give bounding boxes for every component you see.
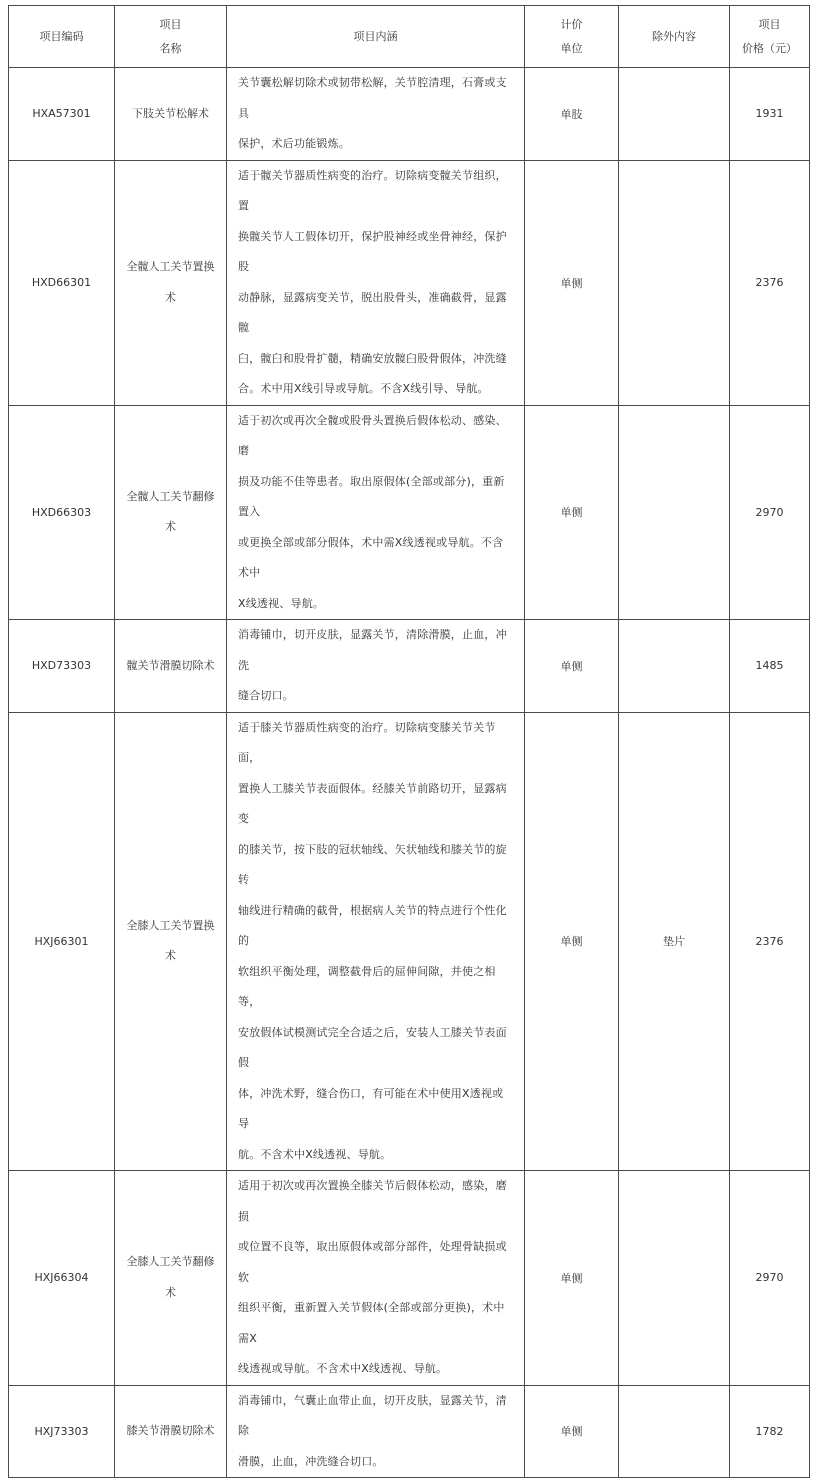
table-row <box>9 68 810 161</box>
item-name-line: 全髋人工关节翻修 <box>126 489 215 503</box>
item-name <box>115 68 227 161</box>
item-content-line: 适于初次或再次全髋或股骨头置换后假体松动、感染、磨 <box>238 413 507 457</box>
item-code: HXD73303 <box>9 620 115 713</box>
item-content-line: 消毒铺巾，切开皮肤，显露关节，清除滑膜，止血，冲洗 <box>238 628 507 672</box>
item-unit: 单侧 <box>525 1385 619 1478</box>
header-name: 项目 名称 <box>115 6 227 68</box>
price-table <box>8 5 810 1478</box>
item-content-line: 适用于初次或再次置换全膝关节后假体松动，感染，磨损 <box>238 1179 507 1223</box>
item-excluded <box>619 620 730 713</box>
table-row <box>9 1171 810 1386</box>
item-content-line: X线透视、导航。 <box>238 596 325 610</box>
item-name <box>115 620 227 713</box>
item-content-line: 滑膜，止血，冲洗缝合切口。 <box>238 1454 384 1468</box>
item-name-line: 术 <box>165 1285 176 1299</box>
item-content-line: 置换人工膝关节表面假体。经膝关节前路切开，显露病变 <box>238 781 507 825</box>
item-excluded <box>619 1171 730 1386</box>
item-content-line: 臼，髋臼和股骨扩髓，精确安放髋臼股骨假体，冲洗缝 <box>238 351 507 365</box>
item-excluded <box>619 68 730 161</box>
table-row <box>9 160 810 405</box>
item-content-line: 航。不含术中X线透视、导航。 <box>238 1147 392 1161</box>
header-excluded: 除外内容 <box>619 6 730 68</box>
item-content <box>227 160 525 405</box>
item-unit: 单侧 <box>525 405 619 620</box>
item-excluded <box>619 160 730 405</box>
header-unit: 计价 单位 <box>525 6 619 68</box>
item-content <box>227 620 525 713</box>
item-excluded <box>619 405 730 620</box>
item-content-line: 安放假体试模测试完全合适之后，安装人工膝关节表面假 <box>238 1025 507 1069</box>
item-content-line: 损及功能不佳等患者。取出原假体(全部或部分)，重新置入 <box>238 474 505 518</box>
item-content-line: 缝合切口。 <box>238 689 294 702</box>
item-price: 1931 <box>730 68 810 161</box>
header-content: 项目内涵 <box>227 6 525 68</box>
item-content-line: 关节囊松解切除术或韧带松解，关节腔清理，石膏或支具 <box>238 76 507 120</box>
item-unit: 单肢 <box>525 68 619 161</box>
item-price: 2970 <box>730 1171 810 1386</box>
item-name-line: 下肢关节松解术 <box>132 106 209 120</box>
item-content-line: 的膝关节，按下肢的冠状轴线、矢状轴线和膝关节的旋转 <box>238 842 507 886</box>
item-code: HXA57301 <box>9 68 115 161</box>
item-content <box>227 68 525 161</box>
item-content-line: 合。术中用X线引导或导航。不含X线引导、导航。 <box>238 382 489 395</box>
item-price: 1782 <box>730 1385 810 1478</box>
item-name-line: 术 <box>165 949 176 963</box>
item-name-line: 术 <box>165 520 176 534</box>
item-price: 2376 <box>730 712 810 1171</box>
item-unit: 单侧 <box>525 1171 619 1386</box>
item-unit: 单侧 <box>525 712 619 1171</box>
item-content-line: 体，冲洗术野，缝合伤口，有可能在术中使用X透视或导 <box>238 1086 504 1130</box>
item-content-line: 适于膝关节器质性病变的治疗。切除病变膝关节关节面， <box>238 720 496 764</box>
item-name-line: 术 <box>165 290 176 304</box>
item-content-line: 消毒铺巾，气囊止血带止血，切开皮肤，显露关节，清除 <box>238 1393 507 1437</box>
item-content-line: 软组织平衡处理，调整截骨后的屈伸间隙，并使之相等， <box>238 964 496 1008</box>
item-unit: 单侧 <box>525 160 619 405</box>
item-name-line: 膝关节滑膜切除术 <box>126 1424 215 1437</box>
table-row <box>9 405 810 620</box>
item-content <box>227 712 525 1171</box>
item-name-line: 髋关节滑膜切除术 <box>126 658 215 672</box>
item-code: HXD66301 <box>9 160 115 405</box>
item-excluded: 垫片 <box>619 712 730 1171</box>
item-code: HXD66303 <box>9 405 115 620</box>
item-price: 2970 <box>730 405 810 620</box>
item-content-line: 轴线进行精确的截骨，根据病人关节的特点进行个性化的 <box>238 903 507 947</box>
item-code: HXJ73303 <box>9 1385 115 1478</box>
item-content <box>227 405 525 620</box>
item-content <box>227 1385 525 1478</box>
item-code: HXJ66301 <box>9 712 115 1171</box>
item-price: 1485 <box>730 620 810 713</box>
item-name <box>115 712 227 1171</box>
item-content <box>227 1171 525 1386</box>
item-unit: 单侧 <box>525 620 619 713</box>
item-name-line: 全膝人工关节翻修 <box>126 1255 215 1269</box>
header-code: 项目编码 <box>9 6 115 68</box>
item-content-line: 换髋关节人工假体切开，保护股神经或坐骨神经，保护股 <box>238 229 507 273</box>
item-name-line: 全髋人工关节置换 <box>126 260 215 273</box>
item-excluded <box>619 1385 730 1478</box>
item-name <box>115 1385 227 1478</box>
item-price: 2376 <box>730 160 810 405</box>
item-code: HXJ66304 <box>9 1171 115 1386</box>
item-content-line: 线透视或导航。不含术中X线透视、导航。 <box>238 1362 448 1375</box>
item-name-line: 全膝人工关节置换 <box>126 918 215 932</box>
item-content-line: 组织平衡，重新置入关节假体(全部或部分更换)，术中需X <box>238 1301 505 1345</box>
item-name <box>115 1171 227 1386</box>
item-name <box>115 405 227 620</box>
item-content-line: 或位置不良等，取出原假体或部分部件，处理骨缺损或软 <box>238 1240 507 1284</box>
table-row <box>9 620 810 713</box>
header-row <box>9 6 810 68</box>
item-content-line: 保护，术后功能锻炼。 <box>238 137 350 150</box>
item-content-line: 或更换全部或部分假体，术中需X线透视或导航。不含术中 <box>238 535 504 579</box>
header-price: 项目 价格（元） <box>730 6 810 68</box>
table-row <box>9 712 810 1171</box>
table-row <box>9 1385 810 1478</box>
item-content-line: 适于髋关节器质性病变的治疗。切除病变髋关节组织，置 <box>238 168 507 212</box>
item-content-line: 动静脉，显露病变关节，脱出股骨头，准确截骨，显露髋 <box>238 290 507 334</box>
item-name <box>115 160 227 405</box>
